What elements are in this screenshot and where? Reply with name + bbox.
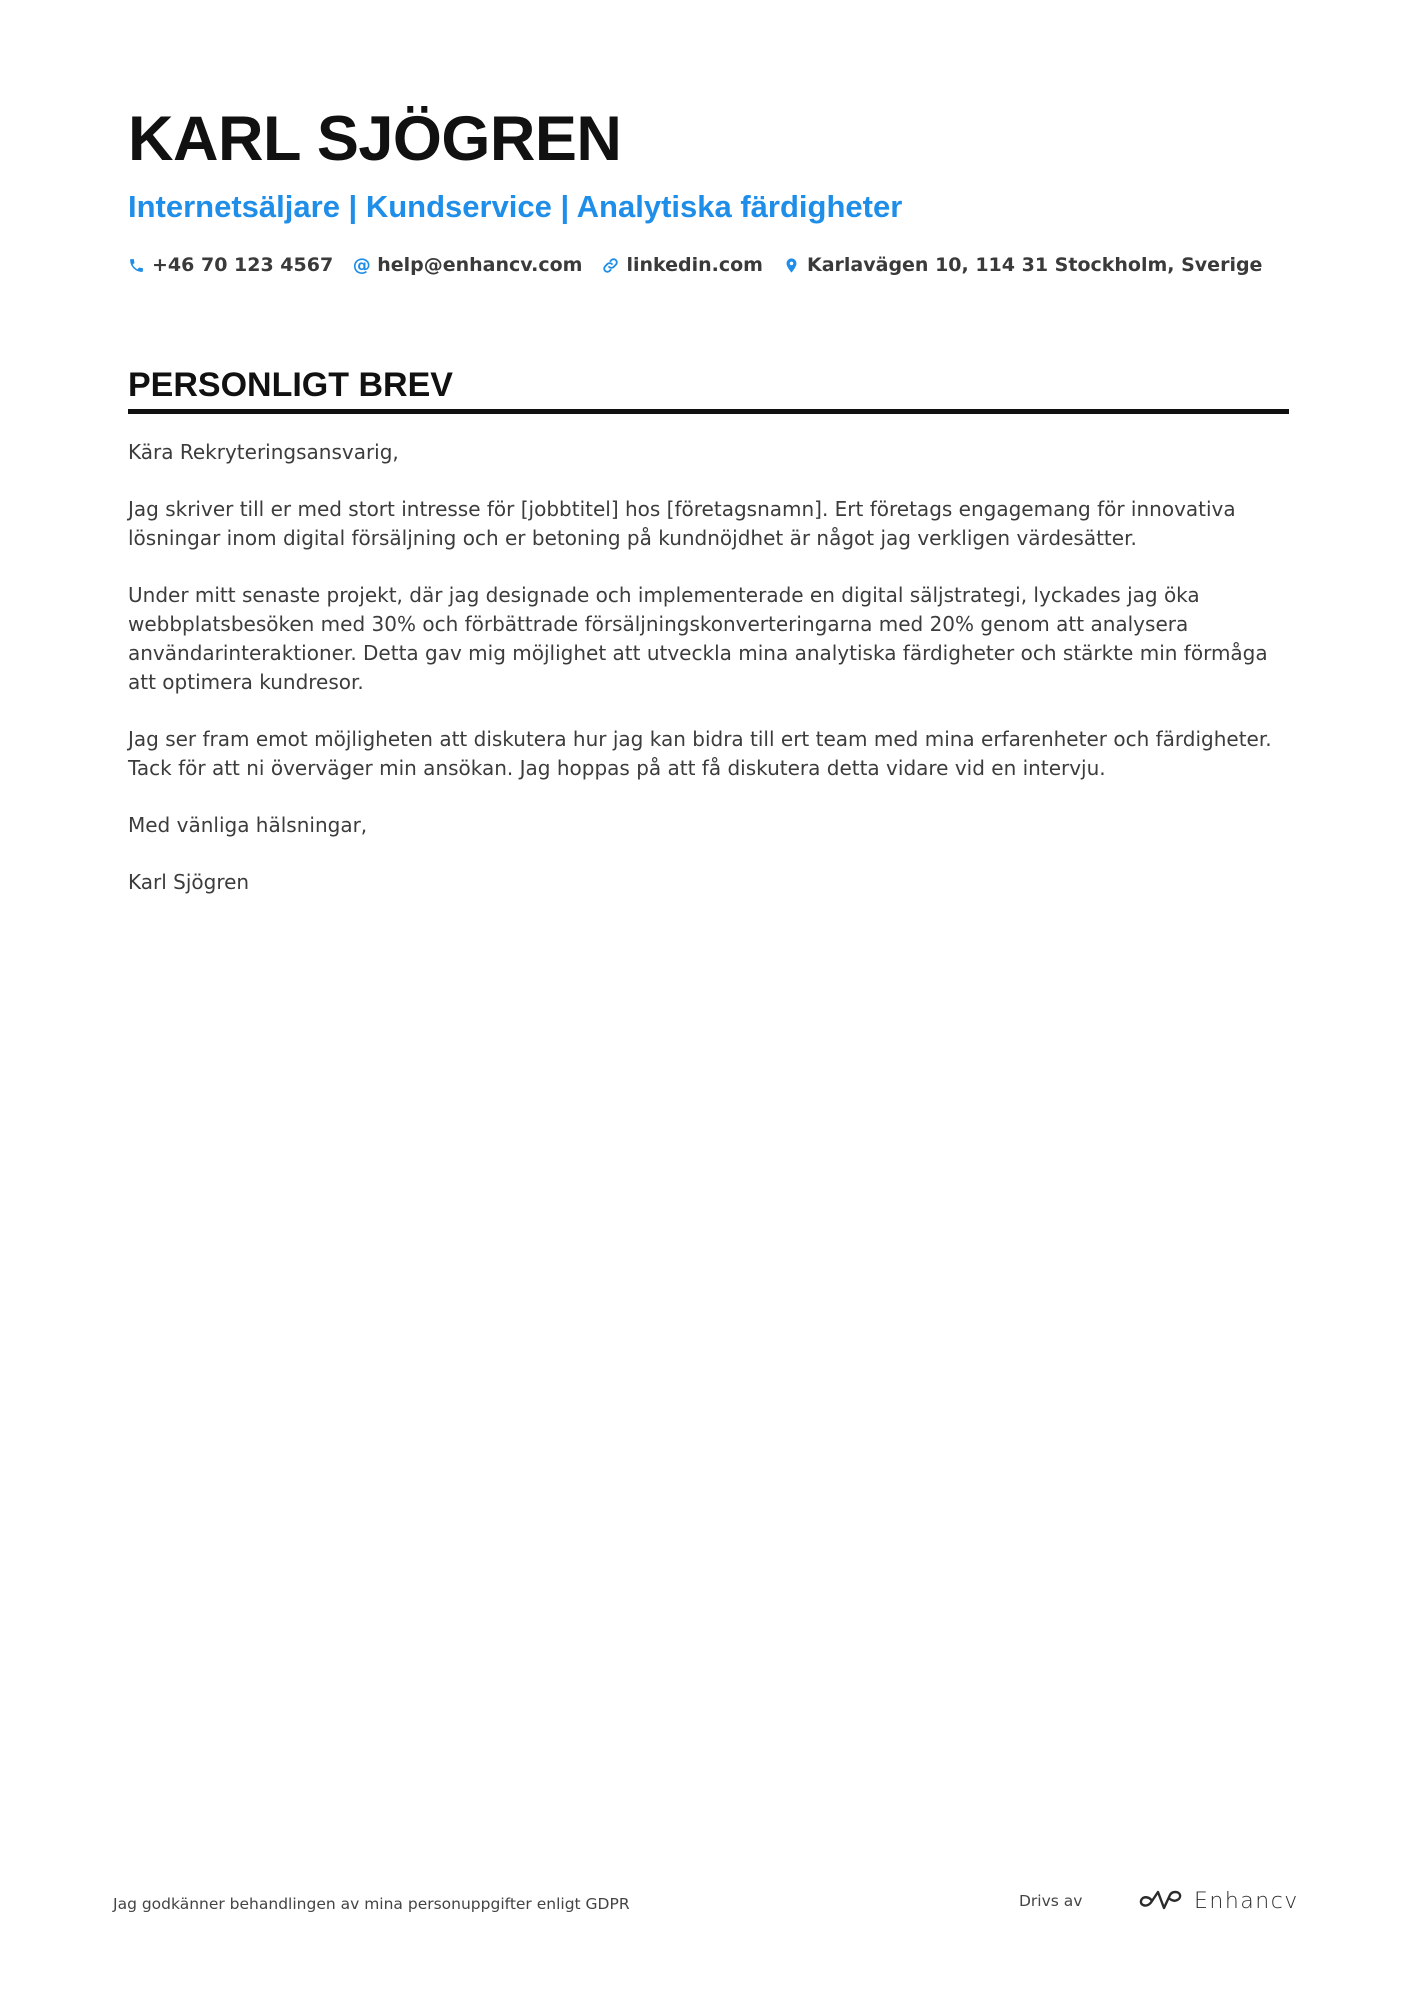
candidate-name: KARL SJÖGREN [128,104,622,174]
letter-body [128,438,1288,925]
contact-linkedin[interactable] [602,254,763,276]
contact-location [783,254,1262,276]
candidate-headline: Internetsäljare | Kundservice | Analytiska färdigheter [128,189,903,224]
section-divider [128,409,1289,414]
contact-bar [128,254,1282,276]
email-text: help@enhancv.com [377,254,583,276]
at-icon: @ [352,254,371,276]
contact-email[interactable] [353,254,582,276]
enhancv-brand-name: Enhancv [1194,1888,1299,1914]
letter-paragraph: Jag skriver till er med stort intresse för [jobbtitel] hos [företagsnamn]. Ert företags engagemang för innovativa lösningar inom digital försäljning och er betoning på kundnöjdhet är något jag verkligen värdesätter. [128,497,1236,550]
contact-phone [128,254,333,276]
section-title: PERSONLIGT BREV [128,366,453,404]
location-pin-icon [783,257,800,274]
phone-icon [128,257,145,274]
letter-signature: Karl Sjögren [128,870,250,894]
letter-closing: Med vänliga hälsningar, [128,813,368,837]
phone-text: +46 70 123 4567 [152,254,334,276]
powered-by-label: Drivs av [1019,1892,1083,1910]
enhancv-brand[interactable] [1138,1886,1299,1916]
location-text: Karlavägen 10, 114 31 Stockholm, Sverige [806,254,1263,276]
letter-greeting: Kära Rekryteringsansvarig, [128,440,399,464]
gdpr-consent-note: Jag godkänner behandlingen av mina personuppgifter enligt GDPR [113,1895,630,1913]
linkedin-text: linkedin.com [626,254,763,276]
letter-paragraph: Jag ser fram emot möjligheten att diskutera hur jag kan bidra till ert team med mina erfarenheter och färdigheter. Tack för att ni överväger min ansökan. Jag hoppas på att få diskutera detta vidare vid en intervju. [128,727,1272,780]
link-icon [602,257,619,274]
enhancv-logo-icon [1138,1886,1186,1916]
letter-paragraph: Under mitt senaste projekt, där jag designade och implementerade en digital säljstrategi, lyckades jag öka webbplatsbesöken med 30% och förbättrade försäljningskonverteringarna med 20% genom att analysera användarinteraktioner. Detta gav mig möjlighet att utveckla mina analytiska färdigheter och stärkte min förmåga att optimera kundresor. [128,583,1268,694]
